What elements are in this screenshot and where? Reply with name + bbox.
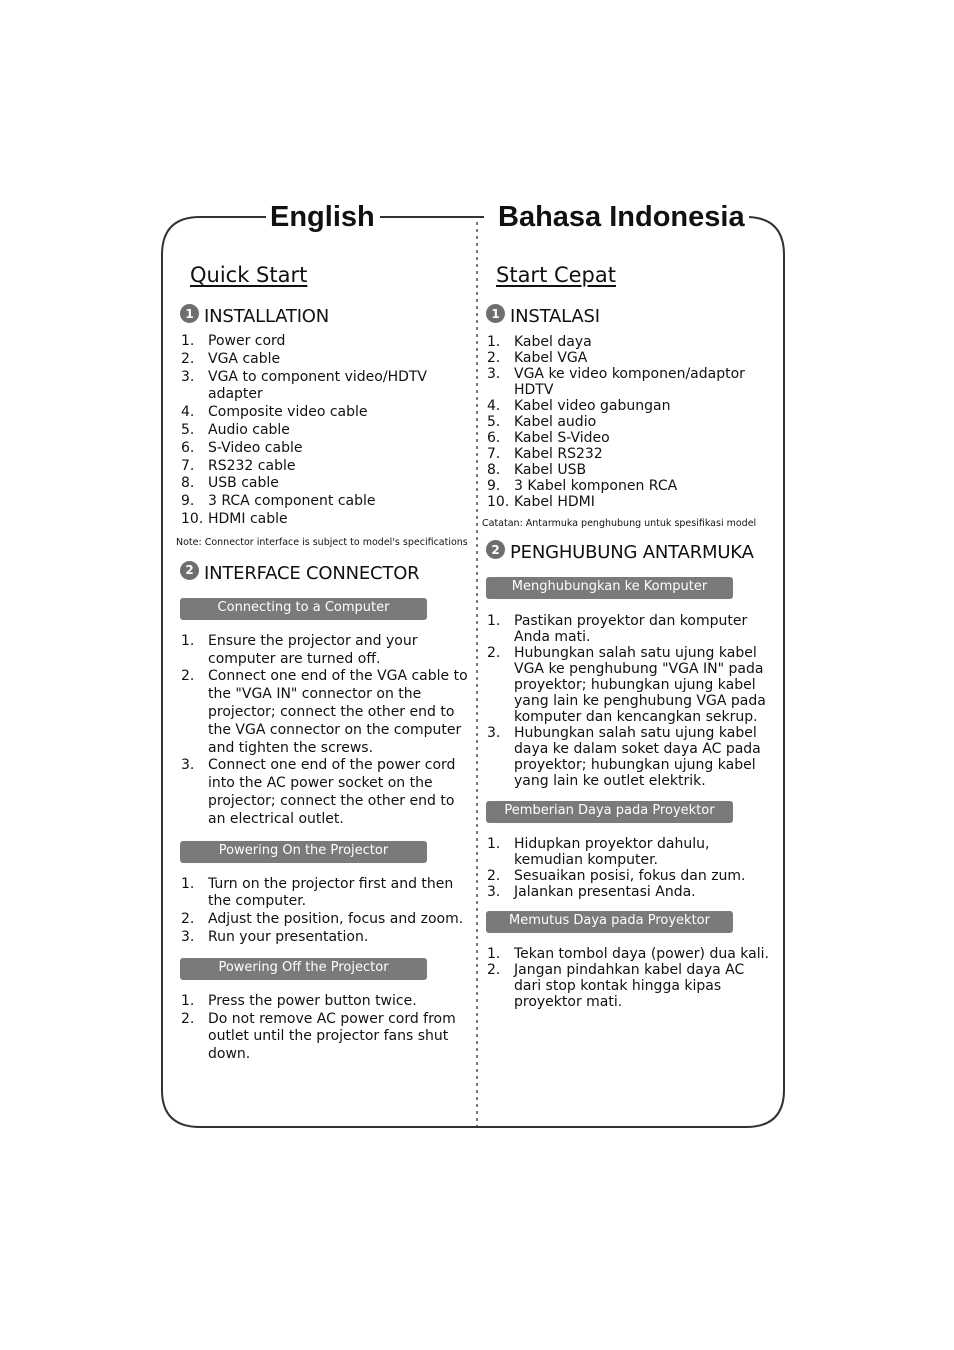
list-item-number-text: 2. xyxy=(181,911,195,928)
list-item xyxy=(482,494,772,510)
list-item-number xyxy=(482,645,514,725)
indonesian-column xyxy=(482,258,772,1010)
list-item xyxy=(176,876,468,912)
list-item-number xyxy=(482,725,514,789)
list-item-text: Power cord xyxy=(208,333,286,349)
penghubung-title: PENGHUBUNG ANTARMUKA xyxy=(510,542,754,563)
list-item-text: Sesuaikan posisi, fokus dan zum. xyxy=(514,868,746,884)
list-item-number-text: 6. xyxy=(487,430,501,446)
list-item xyxy=(482,884,772,900)
list-item-number xyxy=(482,946,514,962)
list-item-number xyxy=(176,493,208,511)
list-item-text: Kabel audio xyxy=(514,414,597,430)
interface-heading xyxy=(180,563,468,584)
list-item xyxy=(176,757,468,828)
list-item-number xyxy=(482,868,514,884)
instalasi-note: Catatan: Antarmuka penghubung untuk spesifikasi model xyxy=(482,518,757,529)
list-item-number-text: 10. xyxy=(487,494,510,510)
list-item-text: Hubungkan salah satu ujung kabel daya ke dalam soket daya AC pada proyektor; hubungkan ujung kabel yang lain ke outlet elektrik. xyxy=(514,725,761,789)
list-item-number xyxy=(176,993,208,1011)
powering-off-bar: Powering Off the Projector xyxy=(180,958,427,980)
instalasi-list xyxy=(482,334,772,510)
list-item-text: Kabel S-Video xyxy=(514,430,610,446)
list-item xyxy=(176,511,468,529)
list-item-number-text: 8. xyxy=(181,475,195,492)
list-item xyxy=(176,993,468,1011)
pemberian-daya-list xyxy=(482,836,772,900)
list-item-number-text: 2. xyxy=(181,668,195,685)
list-item-text: Kabel video gabungan xyxy=(514,398,671,414)
list-item-text: Audio cable xyxy=(208,421,290,438)
list-item-number-text: 7. xyxy=(487,446,501,462)
list-item xyxy=(176,440,468,458)
list-item-text: VGA cable xyxy=(208,350,281,367)
list-item-number-text: 4. xyxy=(487,398,501,414)
list-item xyxy=(482,478,772,494)
connecting-computer-bar: Connecting to a Computer xyxy=(180,598,427,620)
list-item-text: Hidupkan proyektor dahulu, kemudian komputer. xyxy=(514,836,710,868)
list-item xyxy=(482,613,772,645)
memutus-daya-list xyxy=(482,946,772,1010)
list-item-number-text: 2. xyxy=(487,868,501,884)
list-item-number xyxy=(482,494,514,510)
list-item-text: Do not remove AC power cord from outlet until the projector fans shut down. xyxy=(208,1010,456,1063)
list-item-text: VGA ke video komponen/adaptor HDTV xyxy=(514,366,745,398)
list-item-number xyxy=(482,462,514,478)
step-badge: 1 xyxy=(180,304,199,323)
list-item xyxy=(176,911,468,929)
list-item-text: Connect one end of the VGA cable to the "VGA IN" connector on the projector; connect the other end to the VGA connector on the computer and tighten the screws. xyxy=(208,668,468,756)
list-item-number-text: 3. xyxy=(181,368,195,385)
list-item-text: Connect one end of the power cord into the AC power socket on the projector; connect the other end to an electrical outlet. xyxy=(208,757,456,827)
list-item xyxy=(482,446,772,462)
list-item-number xyxy=(482,334,514,350)
list-item-number-text: 1. xyxy=(181,333,195,349)
list-item-number-text: 1. xyxy=(487,946,501,962)
list-item-number-text: 2. xyxy=(487,350,501,366)
list-item-text: 3 Kabel komponen RCA xyxy=(514,478,678,494)
list-item-number-text: 1. xyxy=(181,632,195,649)
list-item-number-text: 3. xyxy=(487,366,501,382)
list-item-number-text: 2. xyxy=(181,350,195,367)
installation-note: Note: Connector interface is subject to model's specifications xyxy=(176,536,468,548)
list-item-number xyxy=(482,414,514,430)
connecting-list xyxy=(176,633,468,829)
list-item-number-text: 1. xyxy=(487,334,501,350)
list-item-text: Turn on the projector first and then the computer. xyxy=(208,875,454,910)
list-item xyxy=(482,462,772,478)
list-item-text: USB cable xyxy=(208,475,279,492)
list-item xyxy=(176,633,468,669)
interface-title: INTERFACE CONNECTOR xyxy=(204,562,420,584)
list-item-number xyxy=(482,446,514,462)
powering-off-list xyxy=(176,993,468,1064)
list-item xyxy=(482,962,772,1010)
list-item xyxy=(482,946,772,962)
list-item xyxy=(176,1011,468,1064)
list-item xyxy=(176,404,468,422)
installation-list xyxy=(176,333,468,529)
list-item xyxy=(482,350,772,366)
list-item-text: 3 RCA component cable xyxy=(208,493,376,510)
list-item-number-text: 9. xyxy=(487,478,501,494)
list-item-text: Hubungkan salah satu ujung kabel VGA ke penghubung "VGA IN" pada proyektor; hubungkan ujung kabel yang lain ke penghubung VGA pada komputer dan kencangkan sekrup. xyxy=(514,645,766,725)
list-item-text: Pastikan proyektor dan komputer Anda mati. xyxy=(514,613,748,645)
list-item-number xyxy=(482,962,514,1010)
list-item-text: Ensure the projector and your computer are turned off. xyxy=(208,632,418,667)
list-item xyxy=(176,475,468,493)
list-item-number xyxy=(176,633,208,669)
list-item-number xyxy=(176,404,208,422)
installation-title: INSTALLATION xyxy=(204,306,330,327)
list-item-text: Kabel RS232 xyxy=(514,446,603,462)
list-item-number xyxy=(176,929,208,947)
powering-on-list xyxy=(176,876,468,947)
english-column xyxy=(176,258,468,1064)
list-item-text: Press the power button twice. xyxy=(208,992,417,1009)
list-item-number-text: 4. xyxy=(181,404,195,421)
list-item-text: VGA to component video/HDTV adapter xyxy=(208,368,428,403)
list-item-text: Kabel USB xyxy=(514,462,587,478)
list-item-number xyxy=(482,613,514,645)
list-item-number-text: 1. xyxy=(487,836,501,852)
list-item-number-text: 3. xyxy=(181,757,195,774)
list-item xyxy=(176,351,468,369)
list-item-number-text: 1. xyxy=(181,875,195,892)
list-item xyxy=(482,414,772,430)
list-item-number xyxy=(482,398,514,414)
penghubung-heading xyxy=(486,542,772,563)
list-item-number-text: 5. xyxy=(487,414,501,430)
list-item xyxy=(176,369,468,405)
english-title: English xyxy=(266,199,379,235)
list-item-number-text: 10. xyxy=(181,510,204,527)
list-item-number-text: 9. xyxy=(181,493,195,510)
list-item-number-text: 5. xyxy=(181,421,195,438)
list-item-number xyxy=(482,478,514,494)
list-item-text: HDMI cable xyxy=(208,510,288,527)
list-item xyxy=(482,398,772,414)
list-item-number xyxy=(176,369,208,405)
list-item-number-text: 8. xyxy=(487,462,501,478)
list-item-text: Adjust the position, focus and zoom. xyxy=(208,911,464,928)
list-item-text: Tekan tombol daya (power) dua kali. xyxy=(514,946,769,962)
list-item-number-text: 1. xyxy=(487,613,501,629)
list-item-number-text: 6. xyxy=(181,439,195,456)
list-item-text: Kabel daya xyxy=(514,334,592,350)
list-item-text: Jangan pindahkan kabel daya AC dari stop kontak hingga kipas proyektor mati. xyxy=(514,962,745,1010)
memutus-daya-bar: Memutus Daya pada Proyektor xyxy=(486,911,733,933)
menghubungkan-list xyxy=(482,613,772,789)
list-item xyxy=(176,668,468,757)
instalasi-title: INSTALASI xyxy=(510,306,600,327)
list-item-number xyxy=(176,511,208,529)
list-item xyxy=(176,422,468,440)
quick-start-heading: Quick Start xyxy=(190,263,308,287)
step-badge: 2 xyxy=(180,561,199,580)
list-item-number xyxy=(482,884,514,900)
list-item-text: RS232 cable xyxy=(208,457,296,474)
list-item-number-text: 2. xyxy=(487,962,501,978)
list-item xyxy=(482,366,772,398)
list-item-number xyxy=(176,333,208,351)
list-item-number xyxy=(176,668,208,757)
list-item xyxy=(482,430,772,446)
list-item-text: Composite video cable xyxy=(208,404,368,421)
step-badge: 2 xyxy=(486,540,505,559)
list-item-text: Run your presentation. xyxy=(208,928,369,945)
step-badge: 1 xyxy=(486,304,505,323)
list-item-number xyxy=(176,475,208,493)
menghubungkan-bar: Menghubungkan ke Komputer xyxy=(486,577,733,599)
list-item-number xyxy=(176,440,208,458)
list-item xyxy=(482,645,772,725)
start-cepat-heading: Start Cepat xyxy=(496,263,616,287)
list-item-text: Kabel VGA xyxy=(514,350,588,366)
list-item xyxy=(482,836,772,868)
list-item-number xyxy=(176,422,208,440)
list-item xyxy=(482,725,772,789)
list-item-number-text: 7. xyxy=(181,457,195,474)
pemberian-daya-bar: Pemberian Daya pada Proyektor xyxy=(486,801,733,823)
list-item-number xyxy=(482,430,514,446)
list-item xyxy=(176,929,468,947)
list-item-number xyxy=(176,351,208,369)
list-item-text: Jalankan presentasi Anda. xyxy=(514,884,696,900)
list-item-number-text: 3. xyxy=(181,928,195,945)
list-item xyxy=(482,868,772,884)
list-item xyxy=(482,334,772,350)
list-item-text: Kabel HDMI xyxy=(514,494,595,510)
list-item-number xyxy=(176,876,208,912)
list-item-number-text: 3. xyxy=(487,725,501,741)
installation-heading xyxy=(180,306,468,327)
list-item-number-text: 1. xyxy=(181,992,195,1009)
list-item-number xyxy=(482,836,514,868)
list-item-number xyxy=(176,757,208,828)
list-item xyxy=(176,458,468,476)
list-item-number xyxy=(176,911,208,929)
list-item xyxy=(176,493,468,511)
list-item xyxy=(176,333,468,351)
list-item-number xyxy=(482,366,514,398)
list-item-number xyxy=(176,458,208,476)
list-item-number xyxy=(176,1011,208,1064)
list-item-number xyxy=(482,350,514,366)
instalasi-heading xyxy=(486,306,772,327)
indonesian-title: Bahasa Indonesia xyxy=(494,199,749,235)
list-item-text: S-Video cable xyxy=(208,439,303,456)
list-item-number-text: 2. xyxy=(181,1010,195,1027)
powering-on-bar: Powering On the Projector xyxy=(180,841,427,863)
list-item-number-text: 3. xyxy=(487,884,501,900)
list-item-number-text: 2. xyxy=(487,645,501,661)
